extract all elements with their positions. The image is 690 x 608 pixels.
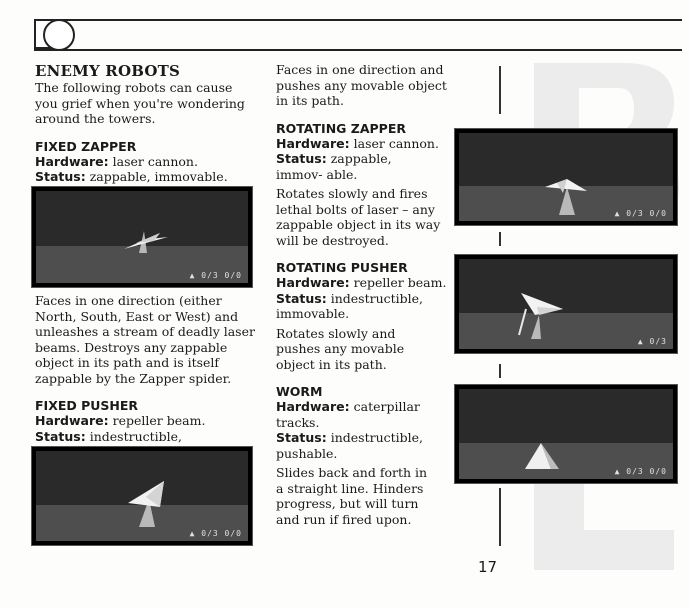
rotating-zapper-screenshot <box>454 128 678 226</box>
rotating-pusher-title: ROTATING PUSHER <box>276 260 408 275</box>
rotating-zapper-robot-icon <box>459 133 673 221</box>
rotating-pusher-description: Rotates slowly and pushes any movable object in its path. <box>276 325 405 372</box>
worm-hardware: Hardware: caterpillar tracks. <box>276 399 420 430</box>
worm-screenshot <box>454 384 678 484</box>
fixed-pusher-status: Status: indestructible, <box>35 428 183 444</box>
column-rule <box>499 232 501 246</box>
rotating-zapper-title: ROTATING ZAPPER <box>276 120 406 136</box>
page-number: 17 <box>478 558 498 576</box>
fixed-pusher-robot-icon <box>36 451 248 541</box>
column-middle <box>276 62 456 527</box>
screen-status-readout: ▲ 0/3 0/0 <box>614 467 667 476</box>
worm-description: Slides back and forth in a straight line. Hinders progress, but will turn and run if fired upon. <box>276 465 428 527</box>
fixed-zapper-status: Status: zappable, immovable. <box>35 169 228 184</box>
fixed-zapper-title: FIXED ZAPPER <box>35 138 137 154</box>
header-circle-icon <box>43 19 75 51</box>
column-rule <box>499 364 501 378</box>
fixed-pusher-title: FIXED PUSHER <box>35 398 139 413</box>
rotating-zapper-hardware: Hardware: laser cannon. <box>276 135 439 151</box>
rotating-zapper-status: Status: zappable, immov- able. <box>276 151 392 182</box>
screen-status-readout: ▲ 0/3 0/0 <box>189 529 242 538</box>
screen-status-readout: ▲ 0/3 0/0 <box>614 209 667 218</box>
hardware-label: Hardware: <box>35 153 109 169</box>
rotating-pusher-status: Status: indestructible, immovable. <box>276 290 424 321</box>
fixed-pusher-description: Faces in one direction and pushes any movable object in its path. <box>276 62 447 108</box>
screen-status-readout: ▲ 0/3 <box>637 337 667 346</box>
header-rule-top <box>34 19 682 21</box>
rotating-zapper-description: Rotates slowly and fires lethal bolts of laser – any zappable object in its way will be destroyed. <box>276 186 441 248</box>
column-rule <box>499 488 501 546</box>
fixed-zapper-description-block <box>35 293 255 460</box>
fixed-pusher-hardware: Hardware: repeller beam. <box>35 413 206 428</box>
fixed-pusher-screenshot <box>31 446 253 546</box>
rotating-pusher-robot-icon <box>459 259 673 349</box>
status-label: Status: <box>35 169 86 184</box>
rotating-pusher-hardware: Hardware: repeller beam. <box>276 275 447 290</box>
rotating-pusher-screenshot <box>454 254 678 354</box>
fixed-zapper-robot-icon <box>36 191 248 283</box>
worm-title: WORM <box>276 384 323 399</box>
column-rule <box>499 66 501 114</box>
fixed-zapper-screenshot <box>31 186 253 288</box>
fixed-zapper-hardware: Hardware: laser cannon. <box>35 153 198 169</box>
screen-status-readout: ▲ 0/3 0/0 <box>189 271 242 280</box>
column-left <box>35 62 255 185</box>
header-rule-bottom <box>34 49 682 51</box>
worm-status: Status: indestructible, pushable. <box>276 430 424 461</box>
fixed-zapper-description: Faces in one direction (either North, South, East or West) and unleashes a stream of deadly laser beams. Destroys any zappable object in its path and is itself zappable by the Zapper spider. <box>35 293 255 386</box>
worm-robot-icon <box>459 389 673 479</box>
intro-text: The following robots can cause you grief when you're wondering around the towers. <box>35 80 245 126</box>
section-heading: ENEMY ROBOTS <box>35 62 181 80</box>
